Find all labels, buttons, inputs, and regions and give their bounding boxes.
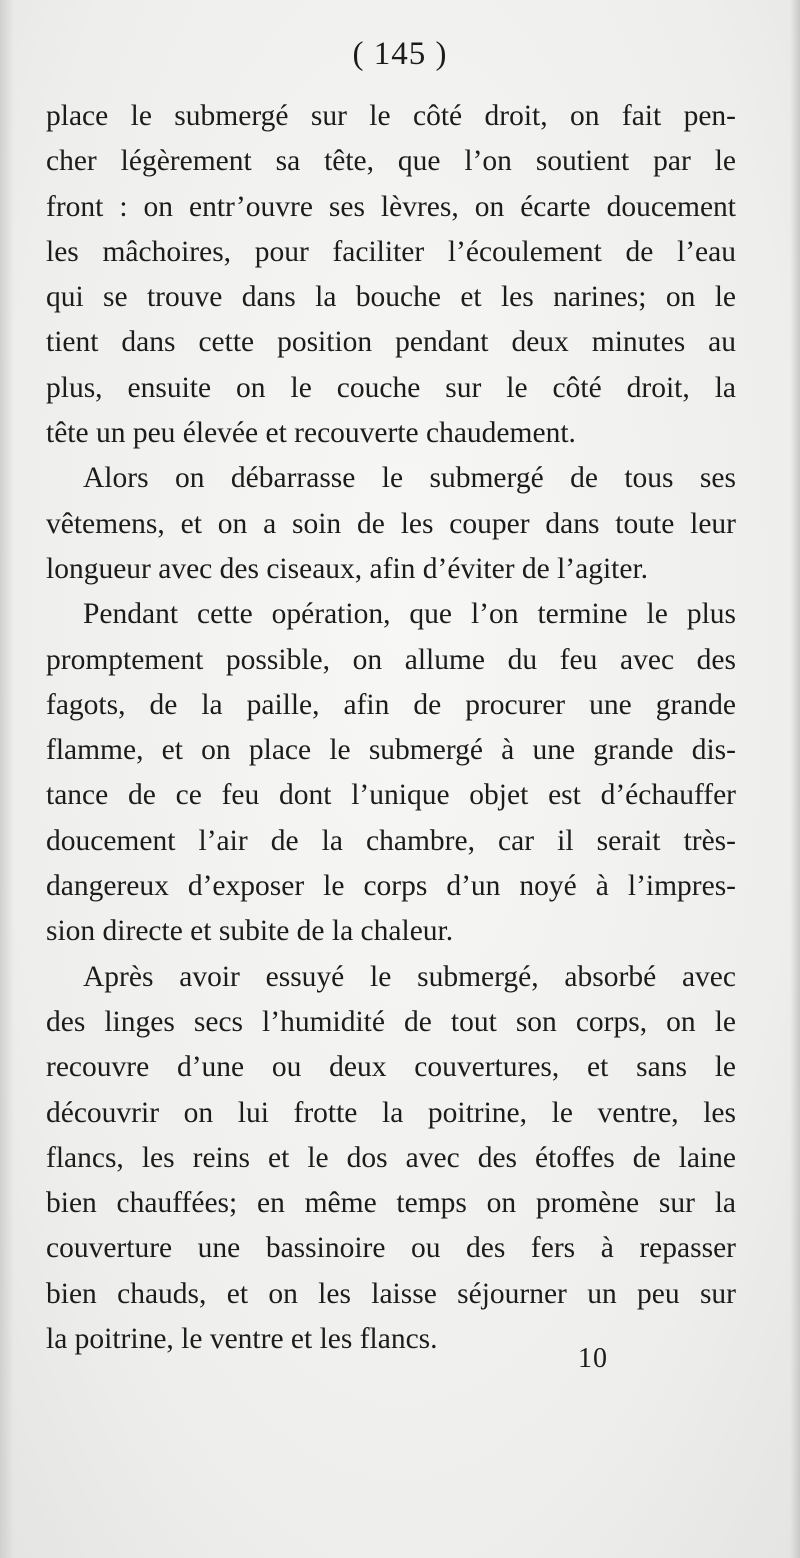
text-line: tient dans cette position pendant deux minutes au [46,326,736,359]
signature-mark: 10 [578,1343,608,1374]
text-line: flamme, et on place le submergé à une grande dis- [46,734,736,767]
text-line: tête un peu élevée et recouverte chaudement. [46,417,576,450]
text-line: Alors on débarrasse le submergé de tous ses [83,462,736,495]
text-line: Pendant cette opération, que l’on termine le plus [83,598,736,631]
page-number: ( 145 ) [352,36,448,72]
text-line: tance de ce feu dont l’unique objet est d’échauffer [46,779,736,812]
text-line: dangereux d’exposer le corps d’un noyé à l’impres- [46,870,736,903]
text-line: des linges secs l’humidité de tout son corps, on le [46,1005,736,1038]
body-text [46,94,736,1362]
text-line: cher légèrement sa tête, que l’on soutient par le [46,145,736,178]
text-line: fagots, de la paille, afin de procurer une grande [46,688,736,721]
page-right-shadow [790,0,800,1558]
text-line: doucement l’air de la chambre, car il serait très- [46,824,736,857]
paragraph [46,456,736,592]
text-line: la poitrine, le ventre et les flancs. [46,1323,438,1356]
text-line: flancs, les reins et le dos avec des étoffes de laine [46,1141,736,1174]
paragraph [46,955,736,1363]
text-line: couverture une bassinoire ou des fers à repasser [46,1232,736,1265]
text-line: vêtemens, et on a soin de les couper dans toute leur [46,507,736,540]
text-line: promptement possible, on allume du feu avec des [46,643,736,676]
text-line: découvrir on lui frotte la poitrine, le ventre, les [46,1096,736,1129]
text-line: longueur avec des ciseaux, afin d’éviter de l’agiter. [46,552,649,585]
text-line: qui se trouve dans la bouche et les narines; on le [46,281,736,314]
text-line: Après avoir essuyé le submergé, absorbé avec [83,960,736,993]
paragraph [46,592,736,954]
text-line: plus, ensuite on le couche sur le côté droit, la [46,371,736,404]
text-line: sion directe et subite de la chaleur. [46,915,454,948]
text-line: recouvre d’une ou deux couvertures, et sans le [46,1051,736,1084]
page-left-shadow [0,0,14,1558]
text-line: les mâchoires, pour faciliter l’écoulement de l’eau [46,235,736,268]
text-line: front : on entr’ouvre ses lèvres, on écarte doucement [46,190,736,223]
paragraph [46,94,736,456]
text-line: bien chauffées; en même temps on promène sur la [46,1187,736,1220]
text-line: bien chauds, et on les laisse séjourner un peu sur [46,1277,736,1310]
text-line: place le submergé sur le côté droit, on fait pen- [46,100,736,132]
